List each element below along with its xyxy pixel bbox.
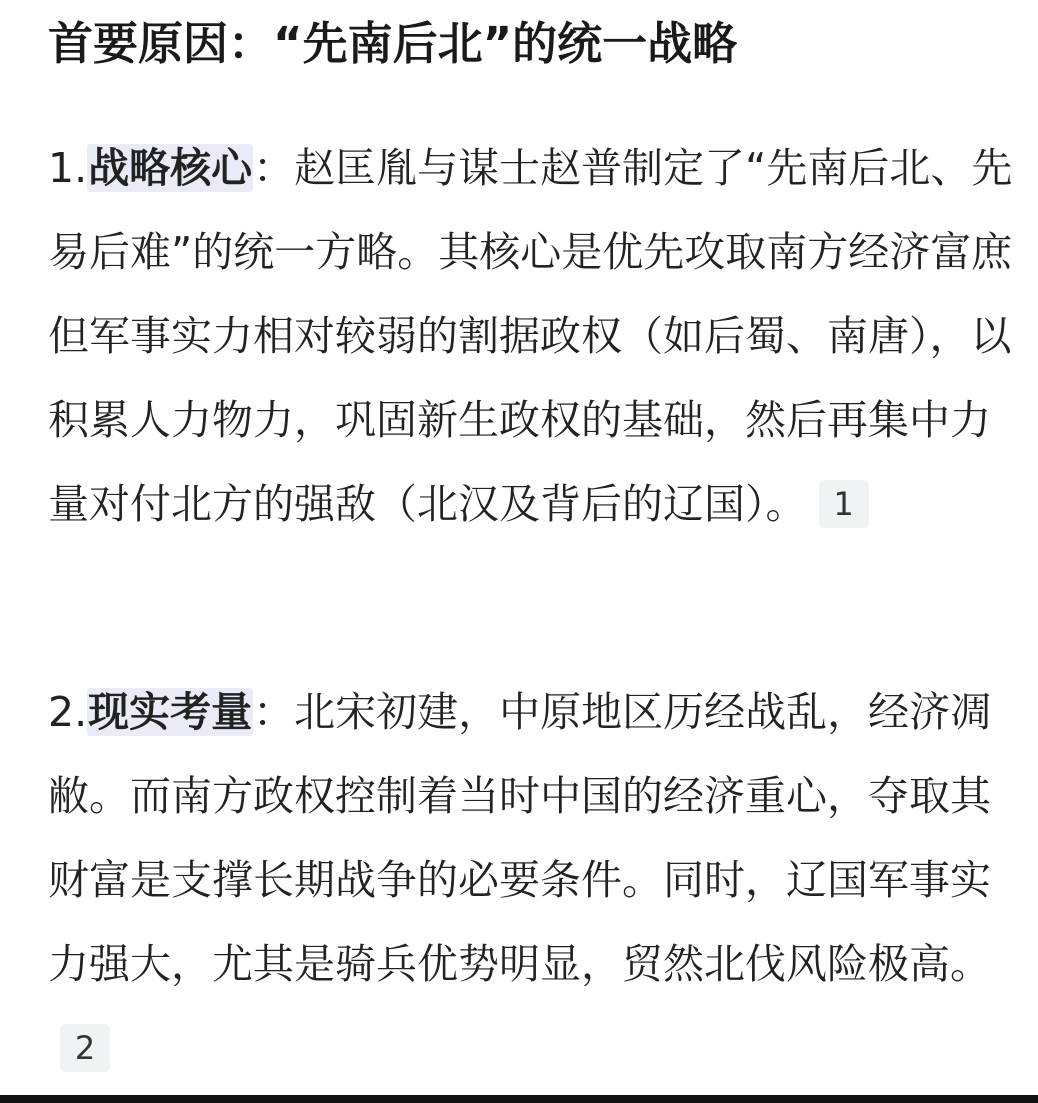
point-separator: ： [253,144,295,192]
citation-badge[interactable]: 1 [819,480,869,528]
point-number: 1. [48,144,88,192]
point-keyword: 战略核心 [88,144,253,192]
point-number: 2. [48,688,88,736]
citation-badge[interactable]: 2 [60,1024,110,1072]
point-separator: ： [253,688,295,736]
point-text: 赵匡胤与谋士赵普制定了“先南后北、先易后难”的统一方略。其核心是优先攻取南方经济富庶但军事实力相对较弱的割据政权（如后蜀、南唐），以积累人力物力，巩固新生政权的基础，然后再集中力量对付北方的强敌（北汉及背后的辽国）。 [48,144,1013,528]
point-practical-consideration [48,670,1028,1090]
bottom-divider [0,1095,1038,1103]
section-title: 首要原因：“先南后北”的统一战略 [48,17,738,70]
point-keyword: 现实考量 [88,688,253,736]
point-strategy-core [48,126,1028,546]
point-text: 北宋初建，中原地区历经战乱，经济凋敝。而南方政权控制着当时中国的经济重心，夺取其财富是支撑长期战争的必要条件。同时，辽国军事实力强大，尤其是骑兵优势明显，贸然北伐风险极高。 [48,688,992,988]
